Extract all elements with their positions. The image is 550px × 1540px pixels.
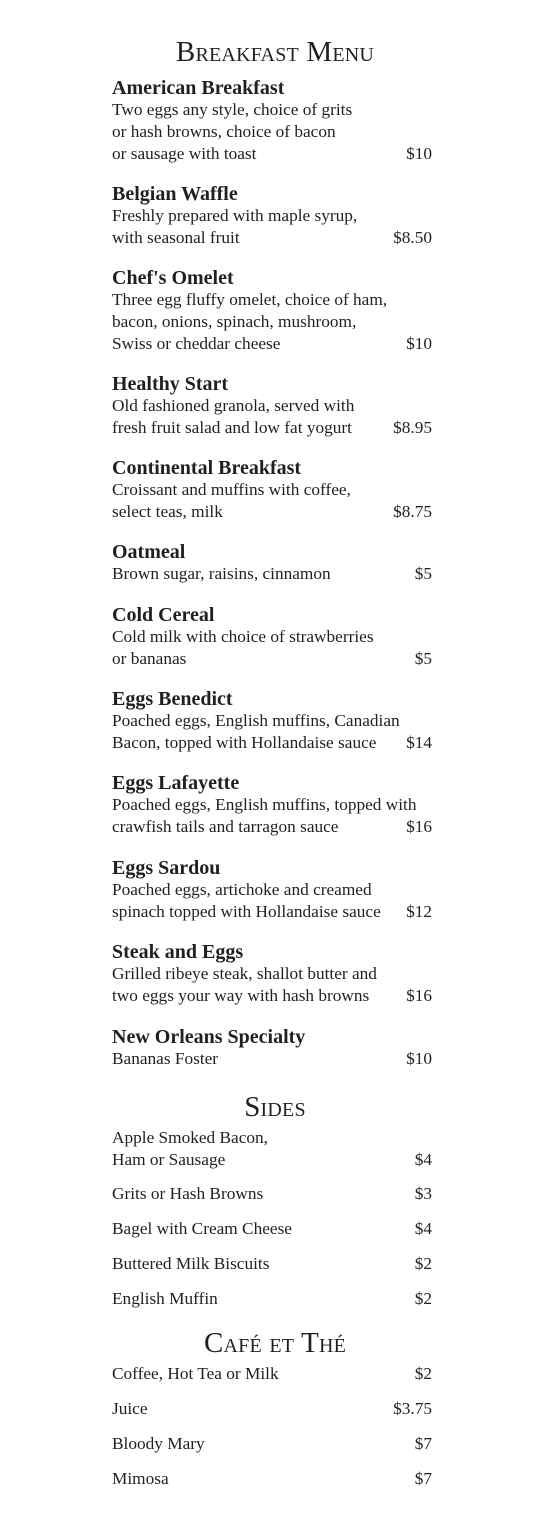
breakfast-menu-title: Breakfast Menu bbox=[175, 36, 375, 68]
menu-item-eggs-sardou bbox=[112, 857, 432, 923]
drink-item bbox=[112, 1468, 432, 1490]
menu-item-continental-breakfast bbox=[112, 457, 432, 523]
item-price: $14 bbox=[406, 733, 432, 752]
item-description: Bloody Mary bbox=[112, 1434, 205, 1453]
item-description: Apple Smoked Bacon, Ham or Sausage bbox=[112, 1128, 268, 1169]
item-price: $10 bbox=[406, 144, 432, 163]
item-price: $4 bbox=[414, 1219, 432, 1238]
item-name: American Breakfast bbox=[112, 77, 285, 99]
menu-item-chefs-omelet bbox=[112, 267, 432, 355]
item-description: Grilled ribeye steak, shallot butter and two eggs your way with hash browns bbox=[112, 964, 377, 1005]
item-description: Coffee, Hot Tea or Milk bbox=[112, 1364, 279, 1383]
item-description: Bananas Foster bbox=[112, 1049, 219, 1068]
drink-item bbox=[112, 1398, 432, 1420]
item-description: Poached eggs, English muffins, Canadian Bacon, topped with Hollandaise sauce bbox=[112, 711, 400, 752]
side-item bbox=[112, 1218, 432, 1240]
cafe-et-the-title: Café et Thé bbox=[203, 1327, 347, 1359]
drink-item bbox=[112, 1433, 432, 1455]
item-name: Eggs Benedict bbox=[112, 688, 233, 710]
side-item bbox=[112, 1127, 432, 1171]
menu-item-oatmeal bbox=[112, 541, 432, 585]
item-price: $10 bbox=[406, 334, 432, 353]
item-price: $8.75 bbox=[393, 502, 432, 521]
item-price: $5 bbox=[414, 564, 432, 583]
item-name: Steak and Eggs bbox=[112, 941, 244, 963]
item-description: Poached eggs, artichoke and creamed spinach topped with Hollandaise sauce bbox=[112, 880, 381, 921]
menu-item-belgian-waffle bbox=[112, 183, 432, 249]
item-price: $7 bbox=[414, 1434, 432, 1453]
item-name: Eggs Lafayette bbox=[112, 772, 240, 794]
item-description: Old fashioned granola, served with fresh fruit salad and low fat yogurt bbox=[112, 396, 355, 437]
item-description: English Muffin bbox=[112, 1289, 218, 1308]
sides-title: Sides bbox=[244, 1091, 306, 1123]
item-description: Bagel with Cream Cheese bbox=[112, 1219, 292, 1238]
item-description: Buttered Milk Biscuits bbox=[112, 1254, 270, 1273]
item-name: Healthy Start bbox=[112, 373, 229, 395]
side-item bbox=[112, 1183, 432, 1205]
item-description: Mimosa bbox=[112, 1469, 169, 1488]
side-item bbox=[112, 1288, 432, 1310]
item-description: Two eggs any style, choice of grits or hash browns, choice of bacon or sausage with toast bbox=[112, 100, 353, 163]
item-description: Freshly prepared with maple syrup, with seasonal fruit bbox=[112, 206, 358, 247]
item-name: Oatmeal bbox=[112, 541, 186, 563]
item-price: $16 bbox=[406, 986, 432, 1005]
item-price: $3.75 bbox=[393, 1399, 432, 1418]
item-price: $8.95 bbox=[393, 418, 432, 437]
item-price: $4 bbox=[414, 1150, 432, 1169]
item-price: $8.50 bbox=[393, 228, 432, 247]
item-price: $7 bbox=[414, 1469, 432, 1488]
item-name: Cold Cereal bbox=[112, 604, 215, 626]
item-name: Continental Breakfast bbox=[112, 457, 302, 479]
menu-item-eggs-benedict bbox=[112, 688, 432, 754]
item-price: $3 bbox=[414, 1184, 432, 1203]
drink-item bbox=[112, 1363, 432, 1385]
item-price: $2 bbox=[414, 1254, 432, 1273]
item-price: $16 bbox=[406, 817, 432, 836]
item-name: Eggs Sardou bbox=[112, 857, 221, 879]
item-name: Belgian Waffle bbox=[112, 183, 238, 205]
item-description: Brown sugar, raisins, cinnamon bbox=[112, 564, 331, 583]
menu-item-cold-cereal bbox=[112, 604, 432, 670]
item-description: Croissant and muffins with coffee, select teas, milk bbox=[112, 480, 351, 521]
item-description: Juice bbox=[112, 1399, 148, 1418]
item-description: Poached eggs, English muffins, topped with crawfish tails and tarragon sauce bbox=[112, 795, 417, 836]
item-name: New Orleans Specialty bbox=[112, 1026, 306, 1048]
item-description: Cold milk with choice of strawberries or bananas bbox=[112, 627, 374, 668]
menu-item-healthy-start bbox=[112, 373, 432, 439]
item-price: $12 bbox=[406, 902, 432, 921]
item-description: Three egg fluffy omelet, choice of ham, bacon, onions, spinach, mushroom, Swiss or cheddar cheese bbox=[112, 290, 388, 353]
item-price: $5 bbox=[414, 649, 432, 668]
item-price: $2 bbox=[414, 1364, 432, 1383]
item-price: $2 bbox=[414, 1289, 432, 1308]
item-name: Chef's Omelet bbox=[112, 267, 234, 289]
menu-item-steak-and-eggs bbox=[112, 941, 432, 1007]
item-price: $10 bbox=[406, 1049, 432, 1068]
menu-item-american-breakfast bbox=[112, 77, 432, 165]
item-description: Grits or Hash Browns bbox=[112, 1184, 264, 1203]
menu-item-new-orleans-specialty bbox=[112, 1026, 432, 1070]
side-item bbox=[112, 1253, 432, 1275]
menu-item-eggs-lafayette bbox=[112, 772, 432, 838]
